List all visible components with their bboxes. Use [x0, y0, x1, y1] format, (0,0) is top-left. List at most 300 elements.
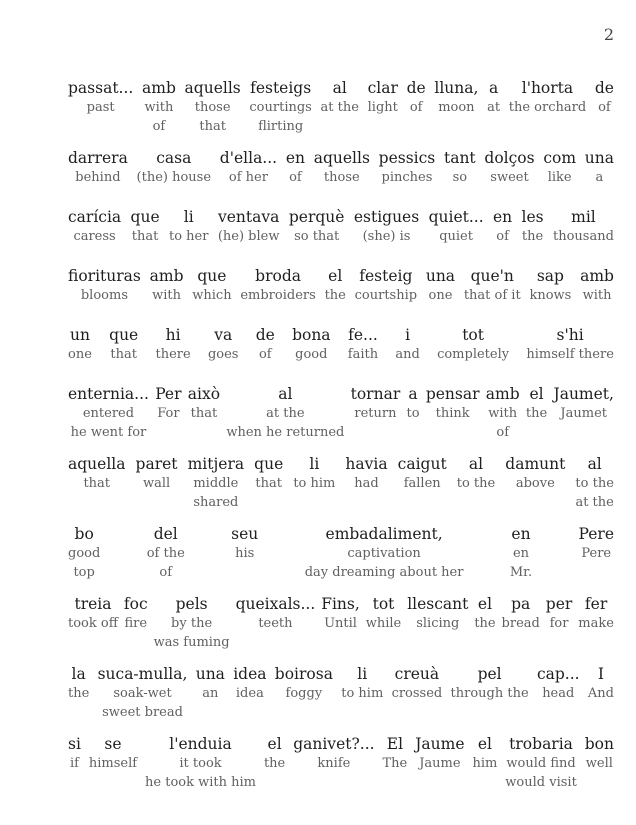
- catalan-word: aquells: [184, 79, 241, 97]
- catalan-word: la: [71, 665, 86, 683]
- catalan-word: festeigs: [250, 79, 312, 97]
- catalan-word: llescant: [407, 595, 469, 613]
- word-token: [383, 734, 408, 773]
- english-gloss: courtings: [249, 100, 312, 115]
- english-gloss: him: [472, 756, 498, 771]
- word-token: [392, 664, 443, 703]
- word-token: [546, 594, 573, 633]
- word-token: [579, 524, 615, 563]
- english-gloss: Jaumet: [560, 406, 608, 421]
- catalan-word: l'enduia: [169, 735, 232, 753]
- word-token: [68, 78, 133, 117]
- english-gloss: had: [354, 476, 379, 491]
- catalan-word: I: [597, 665, 604, 683]
- catalan-word: li: [309, 455, 320, 473]
- english-gloss: when he returned: [226, 425, 345, 440]
- english-gloss: courtship: [354, 288, 418, 303]
- word-token: [553, 384, 613, 423]
- word-token: [321, 594, 360, 633]
- catalan-word: embadaliment,: [325, 525, 443, 543]
- catalan-word: Pere: [578, 525, 614, 543]
- english-gloss: the: [68, 686, 90, 701]
- catalan-word: sap: [536, 267, 564, 285]
- word-token: [289, 207, 345, 246]
- english-gloss: at the: [320, 100, 359, 115]
- catalan-word: de: [594, 79, 614, 97]
- english-gloss: at the: [575, 495, 614, 510]
- catalan-word: ventava: [217, 208, 280, 226]
- catalan-word: amb: [142, 79, 176, 97]
- word-token: [368, 78, 398, 117]
- word-token: [510, 524, 532, 582]
- word-token: [314, 148, 370, 187]
- english-gloss: it took: [179, 756, 222, 771]
- english-gloss: good: [68, 546, 101, 561]
- catalan-word: bo: [74, 525, 94, 543]
- word-token: [68, 148, 128, 187]
- catalan-word: damunt: [505, 455, 566, 473]
- english-gloss: head: [542, 686, 575, 701]
- word-token: [585, 148, 614, 187]
- english-gloss: there: [155, 347, 191, 362]
- english-gloss: return: [354, 406, 397, 421]
- gloss-line: [68, 454, 614, 512]
- word-token: [429, 207, 484, 246]
- english-gloss: foggy: [285, 686, 323, 701]
- catalan-word: pa: [511, 595, 531, 613]
- word-token: [231, 524, 258, 563]
- catalan-word: en: [511, 525, 531, 543]
- english-gloss: so: [452, 170, 468, 185]
- english-gloss: was fuming: [153, 635, 230, 650]
- word-token: [407, 594, 468, 633]
- word-token: [484, 148, 534, 187]
- english-gloss: took off: [68, 616, 118, 631]
- word-token: [595, 78, 614, 117]
- english-gloss: the orchard: [508, 100, 587, 115]
- english-gloss: The: [382, 756, 408, 771]
- catalan-word: pels: [175, 595, 208, 613]
- word-token: [68, 266, 141, 305]
- english-gloss: day dreaming about her: [304, 565, 464, 580]
- english-gloss: middle: [193, 476, 239, 491]
- english-gloss: through the: [450, 686, 529, 701]
- word-token: [286, 148, 305, 187]
- catalan-word: al: [332, 79, 347, 97]
- gloss-line: [68, 148, 614, 187]
- word-token: [588, 664, 614, 703]
- word-token: [407, 384, 420, 423]
- word-token: [249, 78, 311, 136]
- catalan-word: com: [543, 149, 577, 167]
- english-gloss: would visit: [505, 775, 577, 790]
- gloss-line: [68, 664, 614, 722]
- catalan-word: pensar: [425, 385, 480, 403]
- word-token: [457, 454, 495, 493]
- english-gloss: fire: [124, 616, 148, 631]
- catalan-word: al: [278, 385, 293, 403]
- english-gloss: caress: [73, 229, 116, 244]
- catalan-word: les: [521, 208, 544, 226]
- catalan-word: en: [285, 149, 305, 167]
- english-gloss: fallen: [403, 476, 441, 491]
- word-token: [578, 594, 614, 633]
- word-token: [537, 664, 580, 703]
- english-gloss: flirting: [258, 119, 304, 134]
- word-token: [155, 384, 181, 423]
- english-gloss: captivation: [347, 546, 421, 561]
- catalan-word: trobaria: [509, 735, 573, 753]
- word-token: [426, 384, 480, 423]
- english-gloss: to: [406, 406, 420, 421]
- catalan-word: Fins,: [321, 595, 360, 613]
- english-gloss: (she) is: [362, 229, 411, 244]
- catalan-word: el: [529, 385, 544, 403]
- catalan-word: ganivet?...: [293, 735, 375, 753]
- english-gloss: that: [190, 406, 218, 421]
- catalan-word: amb: [149, 267, 184, 285]
- word-token: [451, 664, 529, 703]
- word-token: [256, 325, 275, 364]
- catalan-word: que'n: [470, 267, 514, 285]
- catalan-word: en: [493, 208, 513, 226]
- word-token: [345, 454, 387, 493]
- english-gloss: he took with him: [145, 775, 256, 790]
- english-gloss: faith: [347, 347, 379, 362]
- word-token: [529, 266, 571, 305]
- catalan-word: festeig: [359, 267, 413, 285]
- english-gloss: well: [585, 756, 613, 771]
- page-number: 2: [603, 25, 614, 44]
- catalan-word: quiet...: [428, 208, 484, 226]
- english-gloss: the: [324, 288, 346, 303]
- word-token: [575, 454, 613, 512]
- english-gloss: past: [86, 100, 115, 115]
- english-gloss: to him: [341, 686, 384, 701]
- english-gloss: one: [68, 347, 92, 362]
- catalan-word: un: [69, 326, 90, 344]
- english-gloss: those: [194, 100, 231, 115]
- catalan-word: Jaume: [415, 735, 465, 753]
- word-token: [292, 325, 330, 364]
- word-token: [464, 266, 521, 305]
- word-token: [434, 78, 478, 117]
- word-token: [68, 524, 100, 582]
- catalan-word: se: [104, 735, 122, 753]
- catalan-word: dolços: [484, 149, 535, 167]
- catalan-word: havia: [345, 455, 388, 473]
- word-token: [68, 454, 125, 493]
- english-gloss: to him: [293, 476, 336, 491]
- word-token: [150, 266, 184, 305]
- catalan-word: que: [130, 208, 160, 226]
- english-gloss: if: [69, 756, 79, 771]
- catalan-word: caigut: [397, 455, 447, 473]
- english-gloss: that: [131, 229, 159, 244]
- word-token: [109, 325, 138, 364]
- english-gloss: bread: [501, 616, 540, 631]
- word-token: [305, 524, 464, 582]
- catalan-word: el: [477, 595, 493, 613]
- catalan-word: creuà: [394, 665, 440, 683]
- word-token: [131, 207, 160, 246]
- catalan-word: seu: [231, 525, 259, 543]
- english-gloss: himself: [88, 756, 138, 771]
- catalan-word: amb: [485, 385, 520, 403]
- word-token: [325, 266, 346, 305]
- english-gloss: and: [395, 347, 420, 362]
- english-gloss: at the: [266, 406, 305, 421]
- word-token: [254, 454, 283, 493]
- english-gloss: Until: [324, 616, 357, 631]
- gloss-line: [68, 594, 614, 652]
- english-gloss: that of it: [463, 288, 521, 303]
- english-gloss: completely: [437, 347, 510, 362]
- english-gloss: Jaume: [419, 756, 461, 771]
- catalan-word: d'ella...: [219, 149, 278, 167]
- english-gloss: one: [428, 288, 453, 303]
- english-gloss: wall: [142, 476, 171, 491]
- word-token: [351, 384, 401, 423]
- catalan-word: lluna,: [434, 79, 479, 97]
- word-token: [155, 325, 190, 364]
- word-token: [147, 524, 185, 582]
- catalan-word: l'horta: [521, 79, 574, 97]
- english-gloss: with: [582, 288, 612, 303]
- english-gloss: (he) blew: [217, 229, 280, 244]
- word-token: [526, 384, 547, 423]
- catalan-word: foc: [123, 595, 148, 613]
- catalan-word: aquella: [68, 455, 126, 473]
- word-token: [192, 266, 231, 305]
- english-gloss: of: [598, 100, 611, 115]
- word-token: [487, 78, 500, 117]
- word-token: [379, 148, 436, 187]
- word-token: [185, 78, 241, 136]
- english-gloss: those: [323, 170, 360, 185]
- catalan-word: una: [584, 149, 614, 167]
- word-token: [502, 594, 540, 633]
- english-gloss: For: [157, 406, 180, 421]
- gloss-line: [68, 266, 614, 305]
- word-token: [580, 266, 614, 305]
- english-gloss: his: [235, 546, 255, 561]
- catalan-word: hi: [165, 326, 181, 344]
- word-token: [348, 325, 378, 364]
- english-gloss: light: [367, 100, 398, 115]
- catalan-word: al: [587, 455, 602, 473]
- catalan-word: enternia...: [68, 385, 149, 403]
- word-token: [68, 664, 89, 703]
- word-token: [293, 454, 335, 493]
- english-gloss: of: [496, 425, 510, 440]
- word-token: [486, 384, 520, 442]
- catalan-word: fe...: [348, 326, 378, 344]
- catalan-word: El: [386, 735, 404, 753]
- catalan-word: pel: [477, 665, 502, 683]
- catalan-word: que: [197, 267, 227, 285]
- catalan-word: pessics: [378, 149, 436, 167]
- catalan-word: paret: [135, 455, 178, 473]
- english-gloss: of: [289, 170, 302, 185]
- english-gloss: above: [515, 476, 555, 491]
- english-gloss: knows: [529, 288, 572, 303]
- word-token: [124, 594, 148, 633]
- gloss-line: [68, 207, 614, 246]
- english-gloss: would find: [506, 756, 576, 771]
- english-gloss: teeth: [258, 616, 293, 631]
- catalan-word: per: [545, 595, 573, 613]
- word-token: [522, 207, 544, 246]
- english-gloss: top: [73, 565, 95, 580]
- word-token: [395, 325, 419, 364]
- word-token: [188, 454, 245, 512]
- word-token: [553, 207, 614, 246]
- english-gloss: with: [152, 288, 181, 303]
- english-gloss: an: [202, 686, 219, 701]
- english-gloss: of her: [228, 170, 268, 185]
- catalan-word: mitjera: [187, 455, 245, 473]
- word-token: [407, 78, 426, 117]
- catalan-word: que: [109, 326, 139, 344]
- catalan-word: li: [183, 208, 194, 226]
- english-gloss: to the: [456, 476, 496, 491]
- word-token: [233, 664, 266, 703]
- english-gloss: of: [496, 229, 509, 244]
- word-token: [68, 594, 118, 633]
- word-token: [196, 664, 225, 703]
- english-gloss: knife: [317, 756, 351, 771]
- english-gloss: that: [83, 476, 111, 491]
- english-gloss: of: [409, 100, 423, 115]
- catalan-word: tant: [443, 149, 476, 167]
- english-gloss: to the: [575, 476, 614, 491]
- english-gloss: he went for: [70, 425, 147, 440]
- english-gloss: goes: [207, 347, 239, 362]
- catalan-word: mil: [571, 208, 596, 226]
- catalan-word: tot: [462, 326, 484, 344]
- catalan-word: clar: [367, 79, 398, 97]
- word-token: [437, 325, 509, 364]
- catalan-word: passat...: [68, 79, 134, 97]
- word-token: [68, 325, 92, 364]
- catalan-word: si: [68, 735, 81, 753]
- word-token: [493, 207, 512, 246]
- word-token: [585, 734, 614, 773]
- english-gloss: the: [525, 406, 548, 421]
- gloss-line: [68, 325, 614, 364]
- catalan-word: del: [153, 525, 178, 543]
- english-gloss: (the) house: [136, 170, 212, 185]
- english-gloss: think: [435, 406, 470, 421]
- catalan-word: darrera: [68, 149, 128, 167]
- catalan-word: fer: [584, 595, 608, 613]
- word-token: [366, 594, 402, 633]
- word-token: [275, 664, 333, 703]
- word-token: [474, 594, 495, 633]
- word-token: [142, 78, 176, 136]
- english-gloss: the: [263, 756, 286, 771]
- english-gloss: at: [487, 100, 501, 115]
- english-gloss: good: [295, 347, 328, 362]
- word-token: [68, 384, 149, 442]
- english-gloss: of: [159, 565, 173, 580]
- english-gloss: embroiders: [240, 288, 316, 303]
- english-gloss: that: [110, 347, 137, 362]
- english-gloss: of: [258, 347, 272, 362]
- english-gloss: crossed: [391, 686, 443, 701]
- catalan-word: queixals...: [235, 595, 316, 613]
- catalan-word: li: [357, 665, 368, 683]
- gloss-line: [68, 384, 614, 442]
- catalan-word: el: [477, 735, 492, 753]
- english-gloss: blooms: [80, 288, 128, 303]
- word-token: [354, 207, 419, 246]
- catalan-word: Per: [155, 385, 182, 403]
- english-gloss: en: [512, 546, 530, 561]
- english-gloss: moon: [438, 100, 475, 115]
- catalan-word: broda: [255, 267, 301, 285]
- catalan-word: tot: [372, 595, 395, 613]
- catalan-word: boirosa: [274, 665, 333, 683]
- catalan-word: Jaumet,: [553, 385, 614, 403]
- catalan-word: bon: [584, 735, 614, 753]
- word-token: [505, 454, 565, 493]
- english-gloss: to her: [169, 229, 209, 244]
- word-token: [426, 266, 455, 305]
- word-token: [505, 734, 577, 792]
- english-gloss: that: [199, 119, 226, 134]
- catalan-word: fiorituras: [68, 267, 141, 285]
- english-gloss: sweet bread: [102, 705, 183, 720]
- english-gloss: soak-wet: [113, 686, 172, 701]
- word-token: [218, 207, 280, 246]
- word-token: [236, 594, 316, 633]
- english-gloss: Mr.: [509, 565, 533, 580]
- word-token: [169, 207, 208, 246]
- english-gloss: which: [192, 288, 232, 303]
- word-token: [136, 454, 178, 493]
- catalan-word: treia: [74, 595, 112, 613]
- word-token: [68, 734, 81, 773]
- word-token: [98, 664, 188, 722]
- word-token: [68, 207, 121, 246]
- english-gloss: idea: [235, 686, 264, 701]
- english-gloss: thousand: [553, 229, 614, 244]
- catalan-word: carícia: [68, 208, 122, 226]
- catalan-word: de: [406, 79, 426, 97]
- english-gloss: the: [521, 229, 544, 244]
- catalan-word: amb: [580, 267, 614, 285]
- english-gloss: sweet: [490, 170, 529, 185]
- word-token: [208, 325, 239, 364]
- catalan-word: suca-mulla,: [97, 665, 188, 683]
- gloss-line: [68, 734, 614, 792]
- english-gloss: the: [474, 616, 496, 631]
- catalan-word: va: [214, 326, 233, 344]
- word-token: [226, 384, 344, 442]
- catalan-word: el: [328, 267, 343, 285]
- catalan-word: a: [488, 79, 499, 97]
- english-gloss: so that: [294, 229, 340, 244]
- word-token: [137, 148, 212, 187]
- catalan-word: una: [195, 665, 225, 683]
- word-token: [154, 594, 230, 652]
- catalan-word: i: [405, 326, 411, 344]
- catalan-word: el: [267, 735, 282, 753]
- catalan-word: bona: [292, 326, 331, 344]
- word-token: [355, 266, 417, 305]
